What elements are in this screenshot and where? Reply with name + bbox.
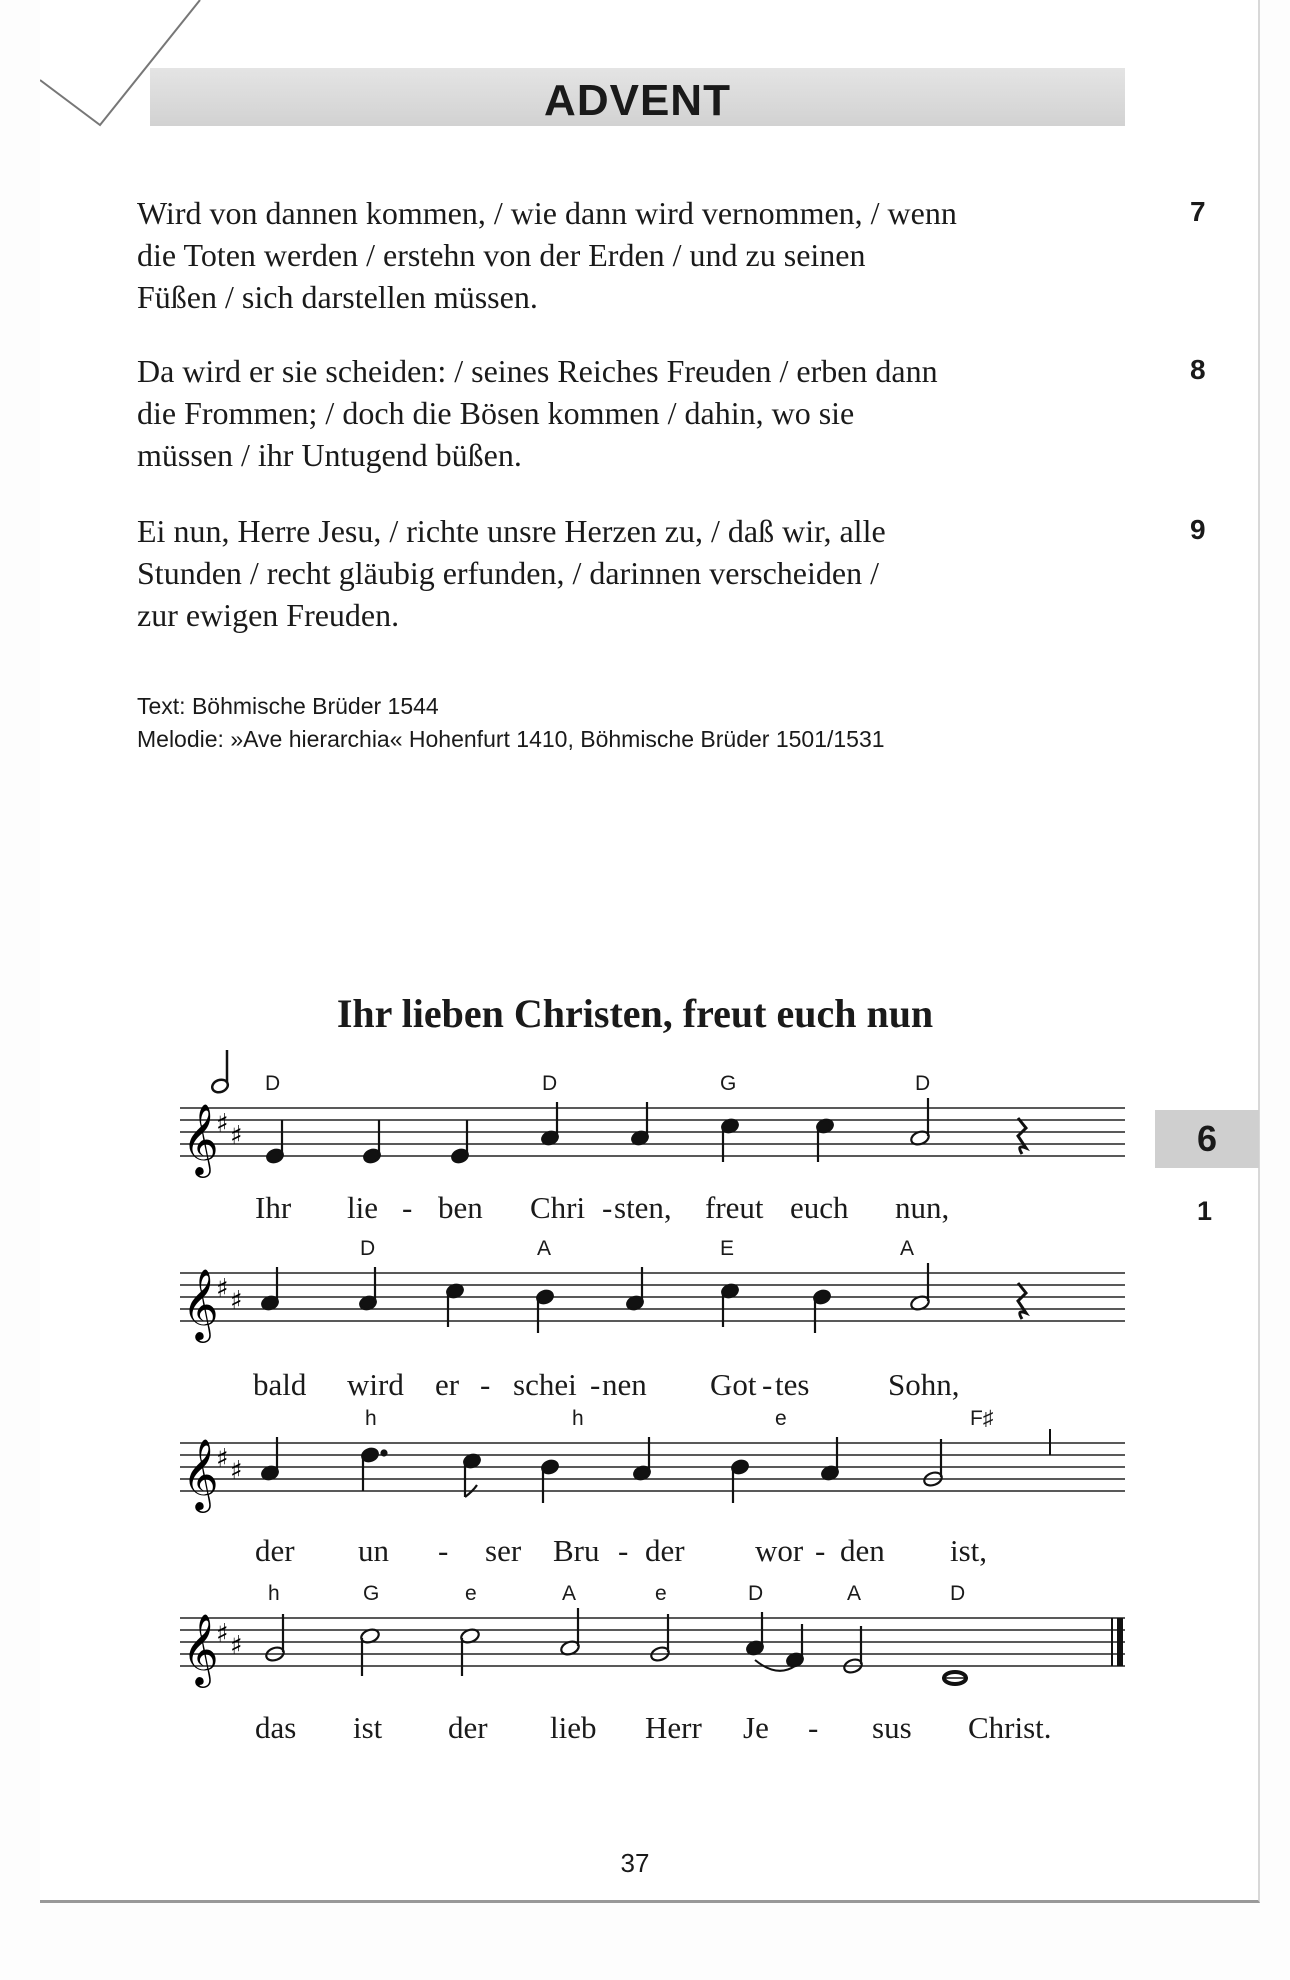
verse-line: Füßen / sich darstellen müssen.	[137, 279, 538, 315]
lyric-syllable: freut	[705, 1190, 764, 1225]
lyric-syllable: wird	[347, 1367, 404, 1402]
lyric-syllable: sus	[872, 1710, 912, 1745]
music-system-4	[150, 1582, 1130, 1745]
verse-number: 9	[1190, 514, 1206, 545]
verse-number: 8	[1190, 354, 1206, 385]
lyric-syllable: tes	[775, 1367, 810, 1402]
verse-line: Da wird er sie scheiden: / seines Reiches Freuden / erben dann	[137, 353, 938, 389]
sharp-icon: ♯	[216, 1109, 229, 1139]
lyric-syllable: ser	[485, 1533, 522, 1568]
song-number-tab: 6	[1155, 1110, 1259, 1168]
verse-line: müssen / ihr Untugend büßen.	[137, 437, 522, 473]
chord-symbol: A	[537, 1237, 552, 1260]
treble-clef-icon: 𝄞	[182, 1267, 219, 1340]
stanza-number: 1	[1197, 1196, 1213, 1226]
chord-symbol: F♯	[970, 1407, 994, 1430]
lyric-syllable: ist	[353, 1710, 383, 1745]
chord-symbol: A	[847, 1582, 862, 1605]
lyric-syllable: un	[358, 1533, 389, 1568]
chord-symbol: e	[775, 1407, 787, 1430]
lyric-syllable: lieb	[550, 1710, 597, 1745]
sharp-icon: ♯	[216, 1444, 229, 1474]
staff-4	[150, 1590, 1130, 1710]
treble-clef-icon: 𝄞	[182, 1437, 219, 1510]
lyric-syllable: Chri	[530, 1190, 586, 1225]
lyric-syllable: den	[840, 1533, 885, 1568]
verse-9	[137, 510, 1127, 636]
lyric-syllable: -	[762, 1367, 773, 1402]
lyric-syllable: -	[480, 1367, 491, 1402]
verse-line: die Frommen; / doch die Bösen kommen / dahin, wo sie	[137, 395, 855, 431]
chord-symbol: E	[720, 1237, 735, 1260]
section-header	[150, 68, 1125, 126]
lyric-syllable: ist,	[950, 1533, 988, 1568]
lyric-syllable: Ihr	[255, 1190, 292, 1225]
lyric-syllable: wor	[755, 1533, 804, 1568]
sharp-icon: ♯	[230, 1286, 243, 1316]
lyric-syllable: sten,	[614, 1190, 672, 1225]
lyric-syllable: -	[590, 1367, 601, 1402]
lyric-syllable: das	[255, 1710, 297, 1745]
lyric-syllable: -	[815, 1533, 826, 1568]
chord-symbol: D	[748, 1582, 764, 1605]
chord-symbol: h	[365, 1407, 377, 1430]
music-system-2	[150, 1237, 1130, 1402]
lyric-syllable: Got	[710, 1367, 757, 1402]
sharp-icon: ♯	[230, 1631, 243, 1661]
page-number: 37	[620, 1848, 650, 1878]
lyric-syllable: Sohn,	[888, 1367, 960, 1402]
melody-credit: Melodie: »Ave hierarchia« Hohenfurt 1410, Böhmische Brüder 1501/1531	[137, 726, 885, 752]
verse-line: zur ewigen Freuden.	[137, 597, 400, 633]
lyric-syllable: Herr	[645, 1710, 702, 1745]
verse-8	[137, 350, 1127, 476]
lyric-syllable: lie	[347, 1190, 378, 1225]
chord-symbol: A	[900, 1237, 915, 1260]
chord-symbol: G	[720, 1072, 737, 1095]
lyric-syllable: der	[448, 1710, 488, 1745]
lyric-syllable: schei	[513, 1367, 577, 1402]
lyric-syllable: bald	[253, 1367, 307, 1402]
treble-clef-icon: 𝄞	[182, 1612, 219, 1685]
lyric-syllable: -	[618, 1533, 629, 1568]
lyric-syllable: -	[438, 1533, 449, 1568]
treble-clef-icon: 𝄞	[182, 1102, 219, 1175]
lyric-syllable: der	[645, 1533, 685, 1568]
lyric-syllable: Bru	[553, 1533, 600, 1568]
lyric-syllable: ben	[438, 1190, 483, 1225]
sharp-icon: ♯	[216, 1274, 229, 1304]
chord-symbol: G	[363, 1582, 380, 1605]
chord-symbol: h	[268, 1582, 280, 1605]
chord-symbol: D	[915, 1072, 931, 1095]
chord-symbol: D	[950, 1582, 966, 1605]
chord-symbol: D	[360, 1237, 376, 1260]
lyric-syllable: Christ.	[968, 1710, 1052, 1745]
lyric-syllable: euch	[790, 1190, 849, 1225]
lyric-syllable: er	[435, 1367, 460, 1402]
lyric-syllable: der	[255, 1533, 295, 1568]
lyric-syllable: -	[808, 1710, 819, 1745]
sharp-icon: ♯	[216, 1619, 229, 1649]
verse-line: Ei nun, Herre Jesu, / richte unsre Herzen zu, / daß wir, alle	[137, 513, 886, 549]
lyric-syllable: nen	[602, 1367, 647, 1402]
music-system-1	[150, 1072, 1130, 1230]
staff-2	[150, 1245, 1130, 1365]
chord-symbol: e	[655, 1582, 667, 1605]
verse-line: die Toten werden / erstehn von der Erden / und zu seinen	[137, 237, 866, 273]
music-system-3	[150, 1407, 1130, 1568]
sharp-icon: ♯	[230, 1121, 243, 1151]
lyric-syllable: nun,	[895, 1190, 950, 1225]
verse-line: Wird von dannen kommen, / wie dann wird vernommen, / wenn	[137, 195, 957, 231]
chord-symbol: A	[562, 1582, 577, 1605]
verse-7	[137, 192, 1127, 318]
lyric-syllable: Je	[743, 1710, 769, 1745]
text-credit: Text: Böhmische Brüder 1544	[137, 693, 439, 719]
lyric-syllable: -	[602, 1190, 613, 1225]
credits	[137, 690, 885, 756]
section-title: ADVENT	[544, 76, 731, 125]
chord-symbol: D	[265, 1072, 281, 1095]
chord-symbol: D	[542, 1072, 558, 1095]
verse-number: 7	[1190, 196, 1206, 227]
chord-symbol: e	[465, 1582, 477, 1605]
staff-1	[150, 1080, 1130, 1200]
song-title: Ihr lieben Christen, freut euch nun	[336, 991, 934, 1036]
verse-line: Stunden / recht gläubig erfunden, / darinnen verscheiden /	[137, 555, 879, 591]
staff-3	[150, 1415, 1130, 1535]
lyric-syllable: -	[402, 1190, 413, 1225]
rest-icon	[1018, 1283, 1026, 1319]
sharp-icon: ♯	[230, 1456, 243, 1486]
chord-symbol: h	[572, 1407, 584, 1430]
rest-icon	[1018, 1118, 1026, 1154]
